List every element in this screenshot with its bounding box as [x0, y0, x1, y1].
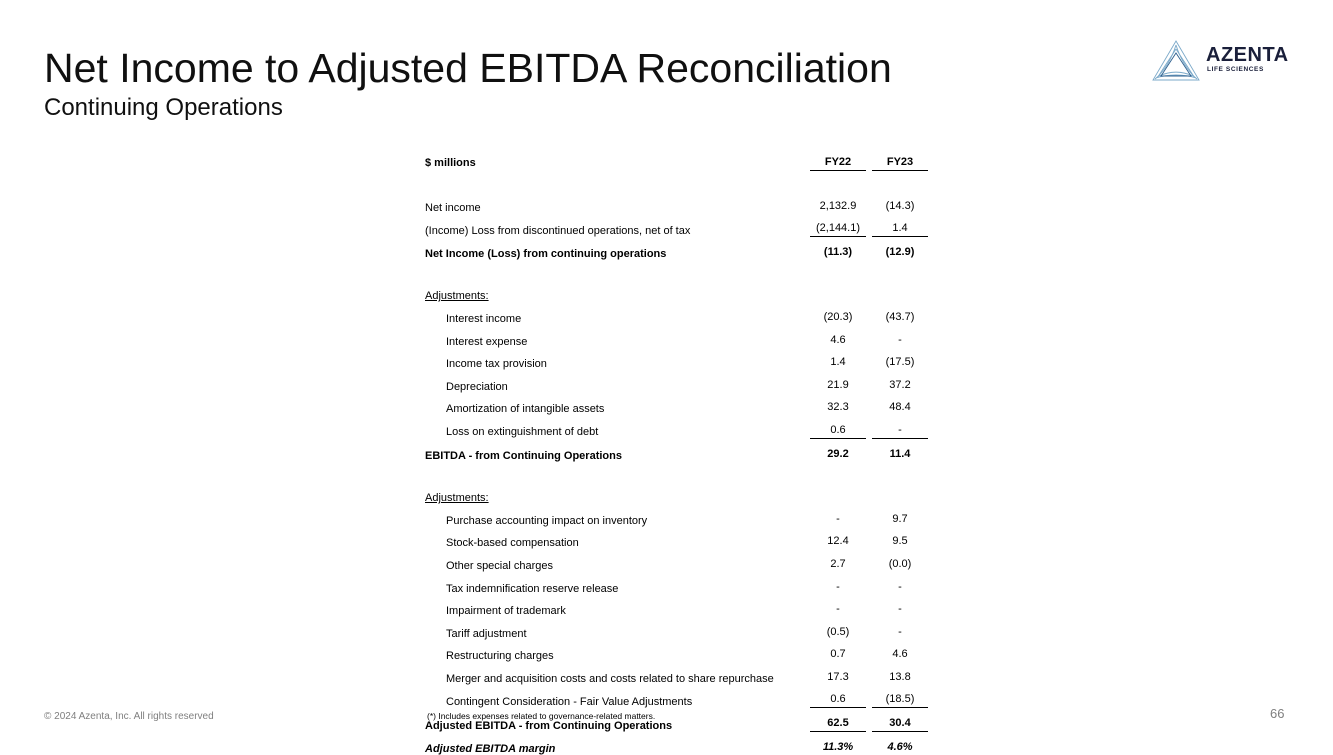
fy22-value: 29.2 [827, 447, 849, 460]
fy22-value: (20.3) [823, 310, 853, 323]
row-label: Income tax provision [446, 358, 547, 371]
row-label: Adjusted EBITDA - from Continuing Operations [425, 719, 673, 732]
azenta-logo [1150, 38, 1290, 84]
row-label: Interest expense [446, 335, 528, 348]
fy23-value: 48.4 [889, 401, 911, 414]
fy22-value: (11.3) [823, 245, 853, 258]
section-header-row [422, 482, 928, 505]
fy22-value: 2.7 [830, 557, 846, 570]
table-row [422, 549, 928, 572]
row-label: Net income [425, 201, 481, 214]
table-row [422, 504, 928, 527]
fy23-value: 37.2 [889, 378, 911, 391]
adjustments-heading: Adjustments: [425, 290, 489, 303]
fy23-value: 30.4 [872, 708, 928, 732]
fy23-value: 4.6% [887, 740, 913, 753]
row-label: Contingent Consideration - Fair Value Adjustments [446, 695, 693, 708]
footnote: (*) Includes expenses related to governance-related matters. [427, 711, 656, 721]
row-label: Net Income (Loss) from continuing operations [425, 247, 667, 260]
fy23-value: (0.0) [888, 557, 912, 570]
row-label: Amortization of intangible assets [446, 403, 605, 416]
reconciliation-table [422, 146, 928, 755]
table-row [422, 191, 928, 214]
row-label: Interest income [446, 312, 522, 325]
fy23-value: 4.6 [892, 648, 908, 661]
row-label: Restructuring charges [446, 650, 554, 663]
fy23-value: 1.4 [872, 214, 928, 237]
fy23-value: - [872, 415, 928, 438]
units-header: $ millions [425, 156, 476, 169]
slide-subtitle: Continuing Operations [44, 94, 283, 121]
table-header-row [422, 146, 928, 171]
fy22-value: 2,132.9 [819, 199, 857, 212]
table-row [422, 527, 928, 550]
logo-name: AZENTA [1206, 44, 1289, 66]
table-row [422, 572, 928, 595]
fy23-value: - [898, 625, 902, 638]
fy22-value: - [836, 512, 840, 525]
table-row [422, 348, 928, 371]
row-label: Purchase accounting impact on inventory [446, 514, 648, 527]
table-row [422, 302, 928, 325]
fy22-value: 32.3 [827, 401, 849, 414]
fy22-value: 0.6 [810, 415, 866, 438]
fy23-value: 13.8 [889, 670, 911, 683]
row-label: Loss on extinguishment of debt [446, 426, 599, 439]
fy22-value: 21.9 [827, 378, 849, 391]
fy22-value: 12.4 [827, 535, 849, 548]
table-row [422, 325, 928, 348]
table-row [422, 640, 928, 663]
fy22-value: 0.7 [830, 648, 846, 661]
fy22-value: 4.6 [830, 333, 846, 346]
row-label: EBITDA - from Continuing Operations [425, 449, 622, 462]
section-header-row [422, 280, 928, 303]
fy22-value: 17.3 [827, 670, 849, 683]
row-label: Tariff adjustment [446, 627, 527, 640]
margin-row [422, 732, 928, 755]
row-label: Merger and acquisition costs and costs related to share repurchase [446, 672, 774, 685]
row-label: Tax indemnification reserve release [446, 582, 619, 595]
table-row [422, 685, 928, 708]
adjustments-heading: Adjustments: [425, 492, 489, 505]
row-label: Impairment of trademark [446, 605, 566, 618]
fy23-value: 9.5 [892, 535, 908, 548]
fy22-value: 0.6 [810, 685, 866, 708]
logo-tagline: LIFE SCIENCES [1207, 66, 1264, 73]
fy22-value: - [836, 603, 840, 616]
fy23-value: (14.3) [885, 199, 915, 212]
table-row [422, 617, 928, 640]
fy22-value: 1.4 [830, 356, 846, 369]
row-label: Adjusted EBITDA margin [425, 742, 556, 755]
table-row [422, 370, 928, 393]
fy23-header: FY23 [872, 146, 928, 171]
page-number: 66 [1270, 706, 1285, 721]
copyright-footer: © 2024 Azenta, Inc. All rights reserved [44, 711, 214, 722]
azenta-triangle-logo-icon [1150, 38, 1202, 84]
fy23-value: (12.9) [885, 245, 915, 258]
fy23-value: 11.4 [889, 447, 911, 460]
table-row [422, 595, 928, 618]
fy23-value: - [898, 580, 902, 593]
row-label: Other special charges [446, 559, 553, 572]
fy22-value: - [836, 580, 840, 593]
fy23-value: (17.5) [885, 356, 915, 369]
fy22-header: FY22 [810, 146, 866, 171]
table-row [422, 393, 928, 416]
slide-title: Net Income to Adjusted EBITDA Reconciliation [44, 45, 892, 91]
row-label: (Income) Loss from discontinued operations, net of tax [425, 224, 691, 237]
fy22-value: (0.5) [826, 625, 850, 638]
table-row [422, 415, 928, 438]
fy23-value: - [898, 603, 902, 616]
fy22-value: 62.5 [810, 708, 866, 732]
table-row [422, 214, 928, 237]
row-label: Depreciation [446, 380, 508, 393]
fy23-value: (18.5) [872, 685, 928, 708]
fy23-value: - [898, 333, 902, 346]
table-row [422, 662, 928, 685]
fy22-value: 11.3% [822, 740, 854, 753]
fy22-value: (2,144.1) [810, 214, 866, 237]
subtotal-row [422, 438, 928, 461]
row-label: Stock-based compensation [446, 537, 579, 550]
subtotal-row [422, 237, 928, 260]
fy23-value: 9.7 [892, 512, 908, 525]
fy23-value: (43.7) [885, 310, 915, 323]
